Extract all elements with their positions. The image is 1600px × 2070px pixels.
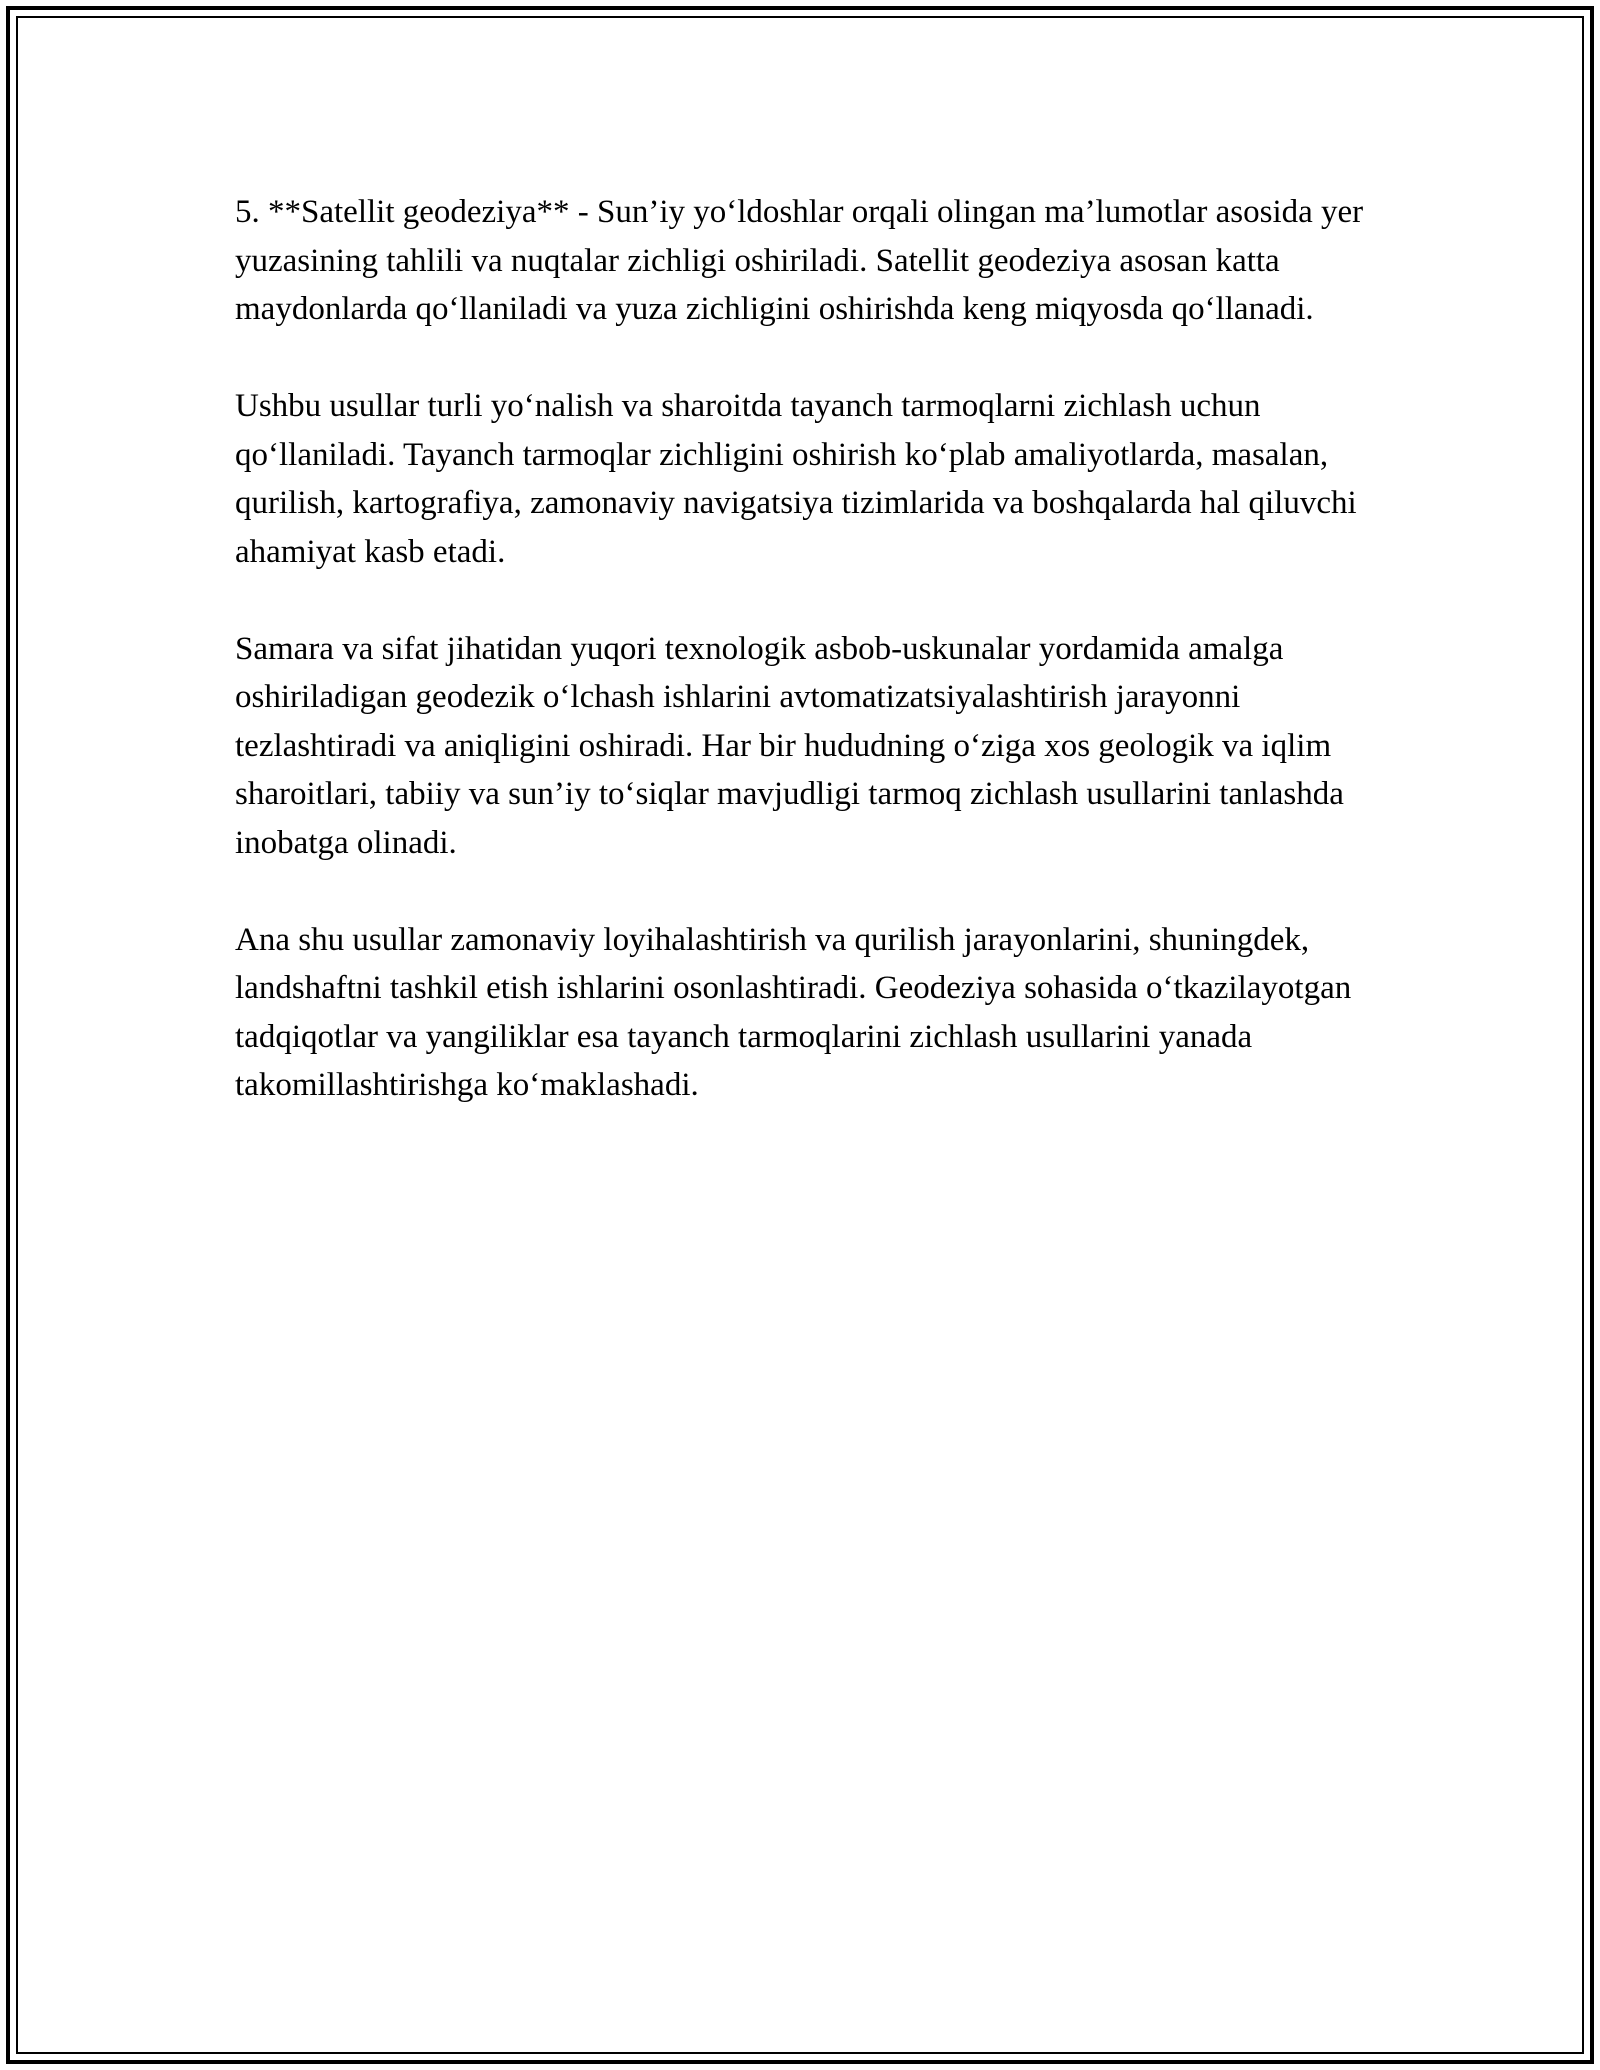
document-body: [235, 188, 1365, 1158]
paragraph-satellite-geodesy: 5. **Satellit geodeziya** - Sun’iy yo‘ldoshlar orqali olingan ma’lumotlar asosida yer yuzasining tahlili va nuqtalar zichligi oshiriladi. Satellit geodeziya asosan katta maydonlarda qo‘llaniladi va yuza zichligini oshirishda keng miqyosda qo‘llanadi.: [235, 194, 1364, 327]
paragraph-automation: Samara va sifat jihatidan yuqori texnologik asbob-uskunalar yordamida amalga oshiriladigan geodezik o‘lchash ishlarini avtomatizatsiyalashtirish jarayonni tezlashtiradi va aniqligini oshiradi. Har bir hududning o‘ziga xos geologik va iqlim sharoitlari, tabiiy va sun’iy to‘siqlar mavjudligi tarmoq zichlash usullarini tanlashda inobatga olinadi.: [235, 630, 1344, 861]
paragraph-methods-usage: Ushbu usullar turli yo‘nalish va sharoitda tayanch tarmoqlarni zichlash uchun qo‘llaniladi. Tayanch tarmoqlar zichligini oshirish ko‘plab amaliyotlarda, masalan, qurilish, kartografiya, zamonaviy navigatsiya tizimlarida va boshqalarda hal qiluvchi ahamiyat kasb etadi.: [235, 388, 1357, 570]
paragraph-conclusion: Ana shu usullar zamonaviy loyihalashtirish va qurilish jarayonlarini, shuningdek, landshaftni tashkil etish ishlarini osonlashtiradi. Geodeziya sohasida o‘tkazilayotgan tadqiqotlar va yangiliklar esa tayanch tarmoqlarini zichlash usullarini yanada takomillashtirishga ko‘maklashadi.: [235, 921, 1352, 1103]
